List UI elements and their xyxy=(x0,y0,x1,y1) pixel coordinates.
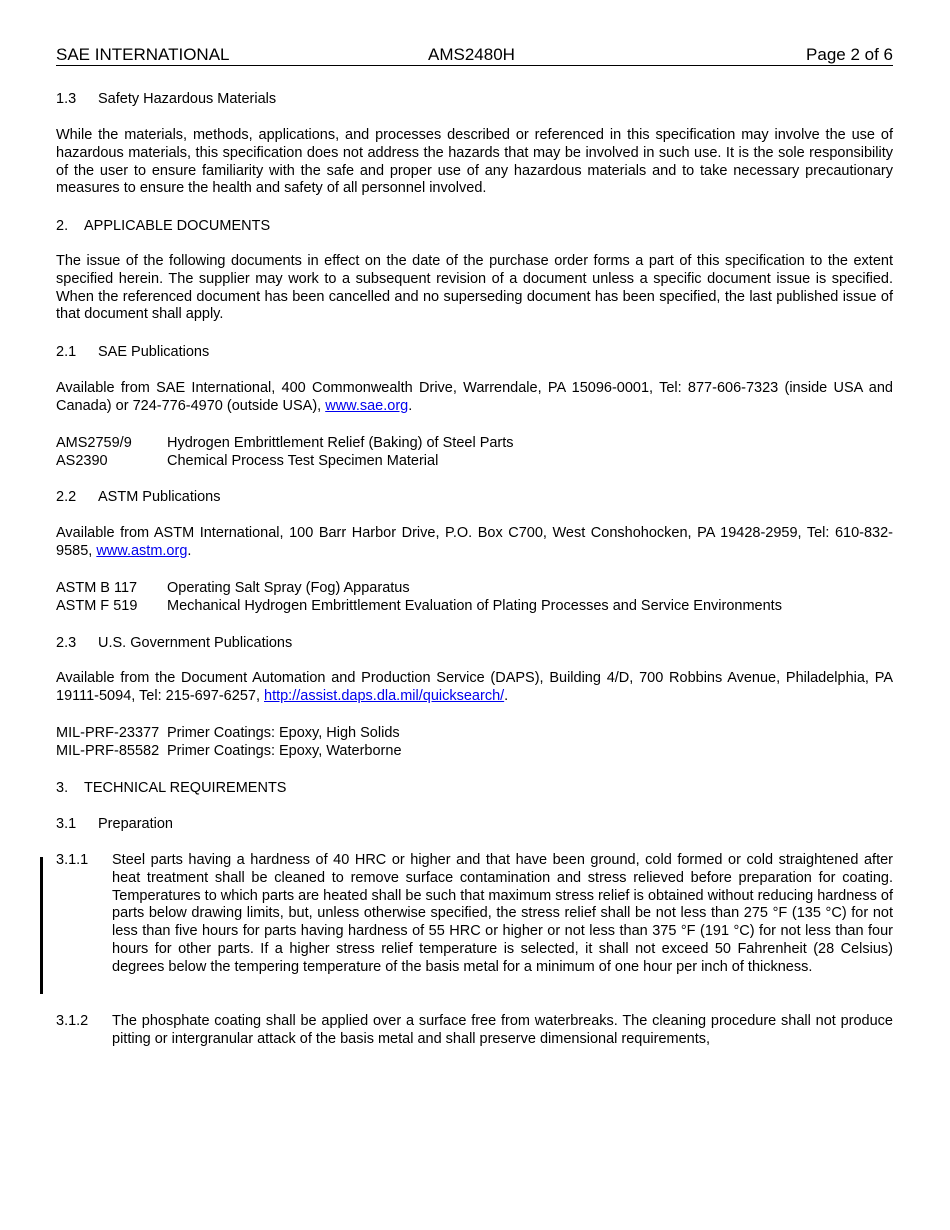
header-doc-id: AMS2480H xyxy=(428,45,515,64)
availability-text: Available from SAE International, 400 Commonwealth Drive, Warrendale, PA 15096-0001, Tel: 877-606-7323 (inside USA and Canada) or 724-776-4970 (outside USA), xyxy=(56,380,893,414)
section-3-1-heading xyxy=(56,815,173,833)
section-3-1-2-paragraph: The phosphate coating shall be applied over a surface free from waterbreaks. The cleaning procedure shall not produce pitting or intergranular attack of the basis metal and shall preserve dimensional requirements, xyxy=(112,1013,893,1047)
section-number: 2.2 xyxy=(56,489,77,505)
reference-id: MIL-PRF-85582 xyxy=(56,743,160,759)
reference-row xyxy=(56,579,410,597)
section-number: 2.1 xyxy=(56,344,77,360)
section-2-2-heading xyxy=(56,488,221,506)
section-1-3-heading xyxy=(56,90,276,108)
section-title: Preparation xyxy=(98,816,173,832)
trailing-period: . xyxy=(504,687,509,704)
section-1-3-paragraph: While the materials, methods, applications, and processes described or referenced in this specification may involve the use of hazardous materials, this specification does not address the hazards that may be involved in such use. It is the sole responsibility of the user to ensure familiarity with the safe and proper use of any hazardous materials and to take necessary precautionary measures to ensure the health and safety of all personnel involved. xyxy=(56,127,893,197)
availability-text: Available from ASTM International, 100 Barr Harbor Drive, P.O. Box C700, West Conshohocken, PA 19428-2959, Tel: 610-832-9585, xyxy=(56,525,893,559)
astm-website-link[interactable]: www.astm.org xyxy=(96,542,188,559)
section-3-1-2 xyxy=(56,1013,893,1049)
reference-id: MIL-PRF-23377 xyxy=(56,725,160,741)
trailing-period: . xyxy=(187,542,192,559)
section-3-1-1-paragraph: Steel parts having a hardness of 40 HRC or higher and that have been ground, cold formed or cold straightened after heat treatment shall be cleaned to remove surface contamination and stress relieved before preparation for coating. Temperatures to which parts are heated shall be such that maximum stress relief is obtained without reducing hardness of parts below drawing limits, but, unless otherwise specified, the stress relief shall be not less than 275 °F (135 °C) for not less than five hours for parts having hardness of 55 HRC or higher or not less than 375 °F (191 °C) for not less than four hours for other parts. If a higher stress relief temperature is selected, it shall not exceed 50 Fahrenheit (28 Celsius) degrees below the tempering temperature of the basis metal for a minimum of one hour per inch of thickness. xyxy=(112,852,893,975)
reference-title: Primer Coatings: Epoxy, Waterborne xyxy=(167,743,402,759)
section-3-1-1 xyxy=(56,852,893,977)
section-number: 3.1.2 xyxy=(56,1013,89,1029)
header-org: SAE INTERNATIONAL xyxy=(56,45,230,64)
reference-title: Operating Salt Spray (Fog) Apparatus xyxy=(167,580,410,596)
section-title: SAE Publications xyxy=(98,344,210,360)
reference-row xyxy=(56,452,438,470)
sae-website-link[interactable]: www.sae.org xyxy=(325,397,409,414)
section-title: ASTM Publications xyxy=(98,489,221,505)
section-number: 1.3 xyxy=(56,91,77,107)
section-title: U.S. Government Publications xyxy=(98,635,293,651)
section-2-paragraph: The issue of the following documents in effect on the date of the purchase order forms a part of this specification to the extent specified herein. The supplier may work to a subsequent revision of a document unless a specific document issue is specified. When the referenced document has been cancelled and no superseding document has been specified, the last published issue of that document shall apply. xyxy=(56,253,893,323)
reference-row xyxy=(56,742,402,760)
section-2-2-paragraph xyxy=(56,525,893,561)
reference-row xyxy=(56,434,514,452)
section-number: 2.3 xyxy=(56,635,77,651)
section-2-1-paragraph xyxy=(56,380,893,416)
section-title: APPLICABLE DOCUMENTS xyxy=(84,218,271,234)
reference-row xyxy=(56,597,782,615)
section-2-3-paragraph xyxy=(56,670,893,706)
reference-title: Hydrogen Embrittlement Relief (Baking) of Steel Parts xyxy=(167,435,514,451)
section-title: Safety Hazardous Materials xyxy=(98,91,277,107)
revision-change-bar xyxy=(40,857,43,994)
reference-title: Chemical Process Test Specimen Material xyxy=(167,453,439,469)
section-number: 3.1.1 xyxy=(56,852,89,868)
section-2-1-heading xyxy=(56,343,209,361)
daps-quicksearch-link[interactable]: http://assist.daps.dla.mil/quicksearch/ xyxy=(264,687,505,704)
reference-id: ASTM F 519 xyxy=(56,598,138,614)
reference-id: AS2390 xyxy=(56,453,108,469)
section-2-3-heading xyxy=(56,634,292,652)
reference-title: Mechanical Hydrogen Embrittlement Evaluation of Plating Processes and Service Environments xyxy=(167,598,782,614)
reference-title: Primer Coatings: Epoxy, High Solids xyxy=(167,725,400,741)
reference-id: AMS2759/9 xyxy=(56,435,132,451)
page-header xyxy=(56,45,893,66)
trailing-period: . xyxy=(408,397,413,414)
header-page-number: Page 2 of 6 xyxy=(806,45,893,64)
reference-row xyxy=(56,724,400,742)
reference-id: ASTM B 117 xyxy=(56,580,138,596)
section-2-heading xyxy=(56,217,270,235)
section-number: 2. xyxy=(56,218,69,234)
section-title: TECHNICAL REQUIREMENTS xyxy=(84,780,287,796)
section-3-heading xyxy=(56,779,286,797)
section-number: 3.1 xyxy=(56,816,77,832)
availability-text: Available from the Document Automation and Production Service (DAPS), Building 4/D, 700 Robbins Avenue, Philadelphia, PA 19111-5094, Tel: 215-697-6257, xyxy=(56,670,893,704)
section-number: 3. xyxy=(56,780,69,796)
